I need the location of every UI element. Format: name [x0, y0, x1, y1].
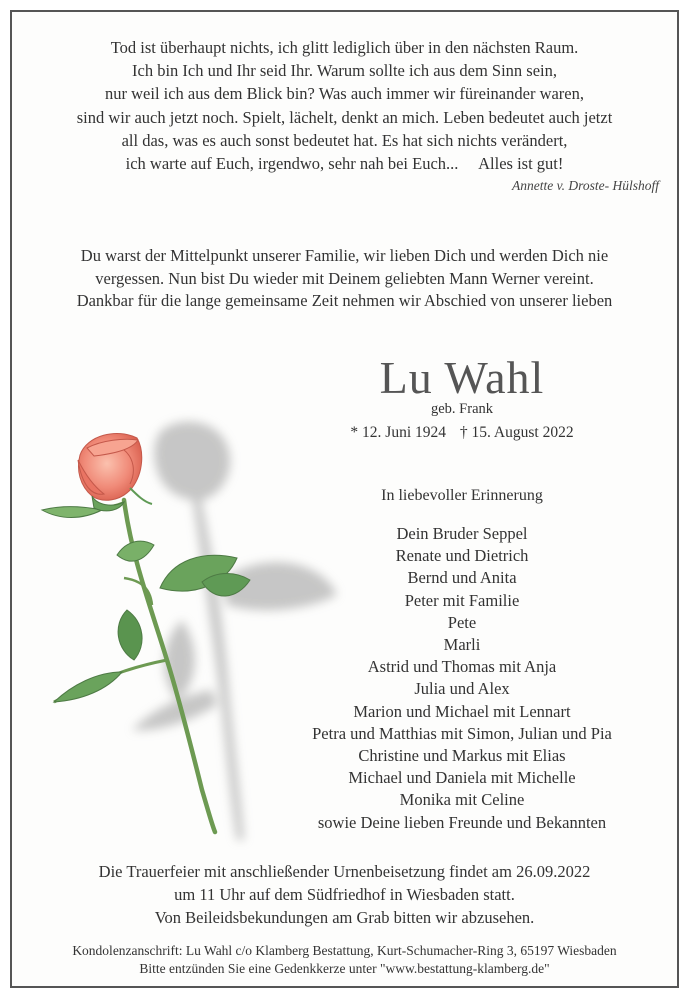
- ceremony-info: [32, 860, 657, 929]
- poem-line: sind wir auch jetzt noch. Spielt, lächelt, denkt an mich. Leben bedeutet auch jetzt: [76, 107, 613, 127]
- mourner: Monika mit Celine: [399, 790, 525, 810]
- poem-line: Ich bin Ich und Ihr seid Ihr. Warum sollte ich aus dem Sinn sein,: [132, 61, 557, 81]
- mourner: Dein Bruder Seppel: [396, 524, 528, 543]
- deceased-name: Lu Wahl: [379, 352, 545, 403]
- mourner: Pete: [447, 612, 477, 632]
- ceremony-line: um 11 Uhr auf dem Südfriedhof in Wiesbaden statt.: [174, 885, 515, 904]
- intro-text: [24, 245, 665, 313]
- mourner: Petra und Matthias mit Simon, Julian und Pia: [312, 723, 612, 743]
- birth-name: geb. Frank: [430, 401, 493, 417]
- contact-info: [22, 942, 667, 978]
- mourner: Marion und Michael mit Lennart: [353, 701, 571, 721]
- poem-line: ich warte auf Euch, irgendwo, sehr nah bei Euch... Alles ist gut!: [125, 154, 564, 174]
- mourner: Astrid und Thomas mit Anja: [367, 657, 557, 677]
- mourner: Renate und Dietrich: [395, 546, 529, 566]
- life-dates: [267, 423, 657, 443]
- ceremony-line: Von Beileidsbekundungen am Grab bitten wir abzusehen.: [154, 908, 535, 927]
- ceremony-line: Die Trauerfeier mit anschließender Urnenbeisetzung findet am 26.09.2022: [98, 862, 591, 881]
- mourner: sowie Deine lieben Freunde und Bekannten: [317, 812, 607, 832]
- birth-date: * 12. Juni 1924: [350, 424, 447, 441]
- death-date: † 15. August 2022: [459, 424, 574, 441]
- mourner: Peter mit Familie: [404, 590, 520, 610]
- intro-line: vergessen. Nun bist Du wieder mit Deinem geliebten Mann Werner vereint.: [95, 268, 594, 288]
- intro-line: Dankbar für die lange gemeinsame Zeit nehmen wir Abschied von unserer lieben: [76, 291, 613, 310]
- condolence-address: Kondolenzanschrift: Lu Wahl c/o Klamberg Bestattung, Kurt-Schumacher-Ring 3, 65197 Wiesbaden: [72, 943, 617, 958]
- obituary-frame: [10, 10, 679, 988]
- memory-heading: In liebevoller Erinnerung: [381, 487, 543, 504]
- poem-line: nur weil ich aus dem Blick bin? Was auch immer wir füreinander waren,: [105, 84, 584, 104]
- mourner: Julia und Alex: [414, 679, 510, 699]
- candle-notice: Bitte entzünden Sie eine Gedenkkerze unter "www.bestattung-klamberg.de": [139, 961, 550, 976]
- mourners-list: [267, 523, 657, 834]
- poem-line: all das, was es auch sonst bedeutet hat. Es hat sich nichts verändert,: [121, 130, 568, 150]
- mourner: Michael und Daniela mit Michelle: [348, 768, 576, 788]
- poem: [32, 36, 657, 175]
- mourner: Christine und Markus mit Elias: [358, 746, 566, 766]
- poem-line: Tod ist überhaupt nichts, ich glitt lediglich über in den nächsten Raum.: [110, 38, 579, 57]
- mourner: Marli: [443, 635, 481, 655]
- mourner: Bernd und Anita: [407, 568, 517, 588]
- poem-author: Annette v. Droste- Hülshoff: [512, 178, 659, 193]
- intro-line: Du warst der Mittelpunkt unserer Familie, wir lieben Dich und werden Dich nie: [80, 246, 609, 265]
